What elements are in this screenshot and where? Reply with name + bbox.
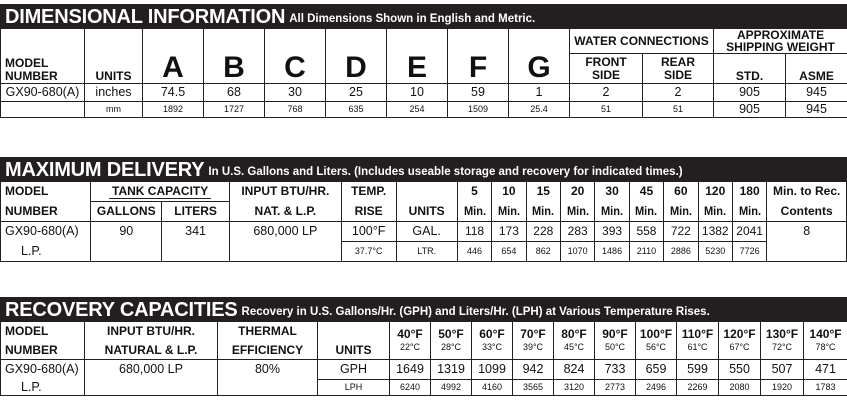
- del-min-120: 120: [698, 182, 732, 202]
- rec-temp-90-c: 50°C: [604, 341, 626, 352]
- rec-lph-70: 3565: [513, 380, 554, 396]
- dim-model-blank: [1, 102, 85, 118]
- delivery-section: [0, 157, 847, 262]
- del-ltr-120: 5230: [698, 242, 732, 262]
- del-rec-blank: [767, 242, 847, 262]
- del-temp-header-1: TEMP.: [341, 182, 396, 202]
- del-rec-value: 8: [767, 222, 847, 242]
- dim-letter-d: D: [326, 29, 387, 84]
- rec-gph-40: 1649: [390, 360, 431, 380]
- rec-temp-40-f: 40°F: [397, 326, 423, 341]
- dim-a-mm: 1892: [143, 102, 204, 118]
- del-min-label-7-text: Min.: [669, 203, 692, 218]
- del-units-gal: GAL.: [396, 222, 457, 242]
- dim-letter-g: G: [509, 29, 570, 84]
- dim-water-header: WATER CONNECTIONS: [570, 29, 714, 54]
- del-min-label-8: [698, 202, 732, 222]
- rec-lph-140: 1783: [804, 380, 847, 396]
- del-min-label-6: [629, 202, 663, 222]
- rec-lph-50: 4992: [431, 380, 472, 396]
- del-temp-f: 100°F: [341, 222, 396, 242]
- dim-units-header: UNITS: [85, 29, 143, 84]
- del-min-label-9: [732, 202, 766, 222]
- recovery-table: [0, 321, 847, 396]
- rec-temp-110-f: 110°F: [681, 326, 714, 341]
- del-gallons-header: GALLONS: [91, 202, 162, 222]
- del-liters-header: LITERS: [162, 202, 230, 222]
- del-min-60: 60: [664, 182, 698, 202]
- rec-units-gph: GPH: [318, 360, 390, 380]
- dim-letter-a: A: [143, 29, 204, 84]
- del-min-label-9-text: Min.: [738, 203, 761, 218]
- dim-shipping-header: [714, 29, 847, 54]
- dim-shipping-header-line2: SHIPPING WEIGHT: [726, 40, 835, 54]
- rec-model-lp: L.P.: [1, 380, 85, 396]
- delivery-title: MAXIMUM DELIVERY: [5, 159, 205, 181]
- rec-temp-40-c: 22°C: [399, 341, 421, 352]
- del-min-label-3: [526, 202, 560, 222]
- rec-temp-140-f: 140°F: [809, 326, 842, 341]
- rec-units-header-top: [318, 322, 390, 342]
- rec-gph-130: 507: [761, 360, 804, 380]
- rec-model-header-2: NUMBER: [1, 342, 85, 360]
- rec-temp-70-f: 70°F: [520, 326, 546, 341]
- dim-letter-b: B: [204, 29, 265, 84]
- dim-model-header-line1: MODEL: [5, 56, 49, 70]
- del-min-20: 20: [560, 182, 594, 202]
- del-temp-c: 37.7°C: [341, 242, 396, 262]
- rec-temp-50-c: 28°C: [440, 341, 462, 352]
- rec-temp-140: [804, 322, 847, 360]
- del-gal-120: 1382: [698, 222, 732, 242]
- del-gallons-blank: [91, 242, 162, 262]
- del-gal-15: 228: [526, 222, 560, 242]
- dim-asme-header: ASME: [786, 54, 847, 84]
- del-min-label-2: [492, 202, 526, 222]
- dimensional-subtitle: All Dimensions Shown in English and Metric.: [289, 13, 536, 25]
- rec-model-value: GX90-680(A): [1, 360, 85, 380]
- rec-gph-60: 1099: [472, 360, 513, 380]
- rec-temp-120-c: 67°C: [729, 341, 750, 352]
- dim-c-mm: 768: [265, 102, 326, 118]
- dim-rear-inches: 2: [643, 84, 714, 102]
- rec-temp-100-c: 56°C: [645, 341, 667, 352]
- rec-lph-60: 4160: [472, 380, 513, 396]
- rec-temp-120-f: 120°F: [723, 326, 756, 341]
- recovery-title-bar: [0, 297, 847, 321]
- del-min-label-1-text: Min.: [463, 203, 486, 218]
- dim-letter-c: C: [265, 29, 326, 84]
- rec-thermal-header-2: EFFICIENCY: [218, 342, 318, 360]
- del-units-header-top: [396, 182, 457, 202]
- rec-temp-70: [513, 322, 554, 360]
- del-input-header-2: NAT. & L.P.: [229, 202, 341, 222]
- rec-gph-100: 659: [636, 360, 677, 380]
- rec-input-blank: [85, 380, 218, 396]
- dimensional-table: [0, 28, 847, 118]
- dim-e-inches: 10: [387, 84, 448, 102]
- dim-front-mm: 51: [570, 102, 643, 118]
- del-gallons-value: 90: [91, 222, 162, 242]
- del-ltr-60: 2886: [664, 242, 698, 262]
- rec-temp-50: [431, 322, 472, 360]
- rec-units-header: UNITS: [318, 342, 390, 360]
- rec-gph-140: 471: [804, 360, 847, 380]
- del-min-label-8-text: Min.: [704, 203, 727, 218]
- dim-rear-header: [643, 54, 714, 84]
- dim-a-inches: 74.5: [143, 84, 204, 102]
- del-temp-header-2: RISE: [341, 202, 396, 222]
- del-min-label-3-text: Min.: [532, 203, 555, 218]
- dim-units-mm: mm: [85, 102, 143, 118]
- dim-letter-e: E: [387, 29, 448, 84]
- del-input-header-1: INPUT BTU/HR.: [229, 182, 341, 202]
- rec-lph-100: 2496: [636, 380, 677, 396]
- rec-temp-80-c: 45°C: [563, 341, 585, 352]
- del-min-label-2-text: Min.: [497, 203, 520, 218]
- dim-c-inches: 30: [265, 84, 326, 102]
- del-min-label-4: [560, 202, 594, 222]
- dim-model-value: GX90-680(A): [1, 84, 85, 102]
- recovery-section: [0, 297, 847, 396]
- rec-temp-130: [761, 322, 804, 360]
- table-row: [1, 380, 847, 396]
- del-model-value: GX90-680(A): [1, 222, 91, 242]
- del-min-label-5-text: Min.: [601, 203, 624, 218]
- rec-model-header-1: MODEL: [1, 322, 85, 342]
- recovery-title: RECOVERY CAPACITIES: [5, 299, 238, 321]
- dim-model-header-line2: NUMBER: [5, 69, 58, 83]
- rec-temp-80-f: 80°F: [561, 326, 587, 341]
- dim-g-mm: 25.4: [509, 102, 570, 118]
- del-tank-header: [91, 182, 230, 202]
- rec-temp-110: [677, 322, 719, 360]
- rec-lph-130: 1920: [761, 380, 804, 396]
- del-ltr-5: 446: [457, 242, 491, 262]
- rec-temp-110-c: 61°C: [687, 341, 708, 352]
- dim-asme-weight-2: 945: [786, 102, 847, 118]
- dim-front-inches: 2: [570, 84, 643, 102]
- del-units-header: UNITS: [396, 202, 457, 222]
- del-rec-header-1: Min. to Rec.: [767, 182, 847, 202]
- dim-std-weight-1: 905: [714, 84, 786, 102]
- rec-temp-60: [472, 322, 513, 360]
- delivery-table: [0, 181, 847, 262]
- dim-d-inches: 25: [326, 84, 387, 102]
- del-ltr-180: 7726: [732, 242, 766, 262]
- del-tank-header-text: TANK CAPACITY: [109, 185, 211, 199]
- rec-lph-40: 6240: [390, 380, 431, 396]
- rec-temp-120: [719, 322, 761, 360]
- del-min-45: 45: [629, 182, 663, 202]
- delivery-subtitle: In U.S. Gallons and Liters. (Includes useable storage and recovery for indicated times.): [208, 166, 683, 178]
- dim-front-header: [570, 54, 643, 84]
- dim-g-inches: 1: [509, 84, 570, 102]
- dim-rear-header-line2: SIDE: [664, 67, 693, 82]
- rec-temp-80: [554, 322, 595, 360]
- dim-std-header: STD.: [714, 54, 786, 84]
- rec-input-value: 680,000 LP: [85, 360, 218, 380]
- table-row: [1, 84, 847, 102]
- del-rec-header-2: Contents: [767, 202, 847, 222]
- rec-temp-100-f: 100°F: [639, 326, 673, 341]
- del-gal-45: 558: [629, 222, 663, 242]
- dimensional-title-bar: [0, 4, 847, 28]
- delivery-title-bar: [0, 157, 847, 181]
- rec-temp-60-c: 33°C: [481, 341, 503, 352]
- del-min-label-1: [457, 202, 491, 222]
- del-min-10: 10: [492, 182, 526, 202]
- del-gal-5: 118: [457, 222, 491, 242]
- dim-f-mm: 1509: [448, 102, 509, 118]
- dim-d-mm: 635: [326, 102, 387, 118]
- dim-std-weight-2: 905: [714, 102, 786, 118]
- rec-temp-90-f: 90°F: [602, 326, 628, 341]
- del-ltr-10: 654: [492, 242, 526, 262]
- del-ltr-20: 1070: [560, 242, 594, 262]
- del-min-5: 5: [457, 182, 491, 202]
- del-gal-10: 173: [492, 222, 526, 242]
- del-model-header-2: NUMBER: [1, 202, 91, 222]
- del-ltr-45: 2110: [629, 242, 663, 262]
- del-min-180: 180: [732, 182, 766, 202]
- rec-temp-60-f: 60°F: [479, 326, 505, 341]
- del-ltr-15: 862: [526, 242, 560, 262]
- del-input-blank: [229, 242, 341, 262]
- rec-efficiency-blank: [218, 380, 318, 396]
- rec-input-header-1: INPUT BTU/HR.: [85, 322, 218, 342]
- del-liters-value: 341: [162, 222, 230, 242]
- dimensional-title: DIMENSIONAL INFORMATION: [5, 6, 286, 28]
- dim-rear-mm: 51: [643, 102, 714, 118]
- table-row: [1, 102, 847, 118]
- dim-model-header: [1, 29, 85, 84]
- rec-efficiency-value: 80%: [218, 360, 318, 380]
- dim-asme-weight-1: 945: [786, 84, 847, 102]
- rec-temp-70-c: 39°C: [522, 341, 544, 352]
- rec-input-header-2: NATURAL & L.P.: [85, 342, 218, 360]
- rec-gph-120: 550: [719, 360, 761, 380]
- dim-units-inches: inches: [85, 84, 143, 102]
- del-input-value: 680,000 LP: [229, 222, 341, 242]
- dim-front-header-line2: SIDE: [591, 67, 620, 82]
- del-min-label-6-text: Min.: [635, 203, 658, 218]
- rec-gph-90: 733: [595, 360, 636, 380]
- del-liters-blank: [162, 242, 230, 262]
- del-min-30: 30: [595, 182, 629, 202]
- dim-f-inches: 59: [448, 84, 509, 102]
- recovery-subtitle: Recovery in U.S. Gallons/Hr. (GPH) and Liters/Hr. (LPH) at Various Temperature Rises.: [241, 306, 710, 318]
- rec-gph-50: 1319: [431, 360, 472, 380]
- del-gal-30: 393: [595, 222, 629, 242]
- del-min-label-5: [595, 202, 629, 222]
- del-units-ltr: LTR.: [396, 242, 457, 262]
- dimensional-section: [0, 4, 847, 118]
- del-model-lp: L.P.: [1, 242, 91, 262]
- dim-front-header-line1: FRONT: [585, 54, 627, 69]
- rec-gph-110: 599: [677, 360, 719, 380]
- rec-lph-80: 3120: [554, 380, 595, 396]
- del-min-label-4-text: Min.: [566, 203, 589, 218]
- del-gal-180: 2041: [732, 222, 766, 242]
- rec-thermal-header-1: THERMAL: [218, 322, 318, 342]
- del-gal-20: 283: [560, 222, 594, 242]
- dim-b-mm: 1727: [204, 102, 265, 118]
- table-row: [1, 242, 847, 262]
- dim-letter-f: F: [448, 29, 509, 84]
- rec-temp-130-f: 130°F: [765, 326, 799, 341]
- rec-units-lph: LPH: [318, 380, 390, 396]
- rec-temp-50-f: 50°F: [438, 326, 464, 341]
- rec-lph-110: 2269: [677, 380, 719, 396]
- del-min-label-7: [664, 202, 698, 222]
- rec-gph-80: 824: [554, 360, 595, 380]
- rec-lph-90: 2773: [595, 380, 636, 396]
- del-gal-60: 722: [664, 222, 698, 242]
- del-min-15: 15: [526, 182, 560, 202]
- rec-temp-40: [390, 322, 431, 360]
- table-row: [1, 360, 847, 380]
- del-ltr-30: 1486: [595, 242, 629, 262]
- rec-temp-140-c: 78°C: [815, 341, 836, 352]
- table-row: [1, 222, 847, 242]
- dim-b-inches: 68: [204, 84, 265, 102]
- rec-lph-120: 2080: [719, 380, 761, 396]
- dim-shipping-header-line1: APPROXIMATE: [736, 28, 825, 42]
- dim-e-mm: 254: [387, 102, 448, 118]
- rec-gph-70: 942: [513, 360, 554, 380]
- rec-temp-100: [636, 322, 677, 360]
- rec-temp-90: [595, 322, 636, 360]
- del-model-header-1: MODEL: [1, 182, 91, 202]
- rec-temp-130-c: 72°C: [771, 341, 793, 352]
- dim-rear-header-line1: REAR: [661, 54, 696, 69]
